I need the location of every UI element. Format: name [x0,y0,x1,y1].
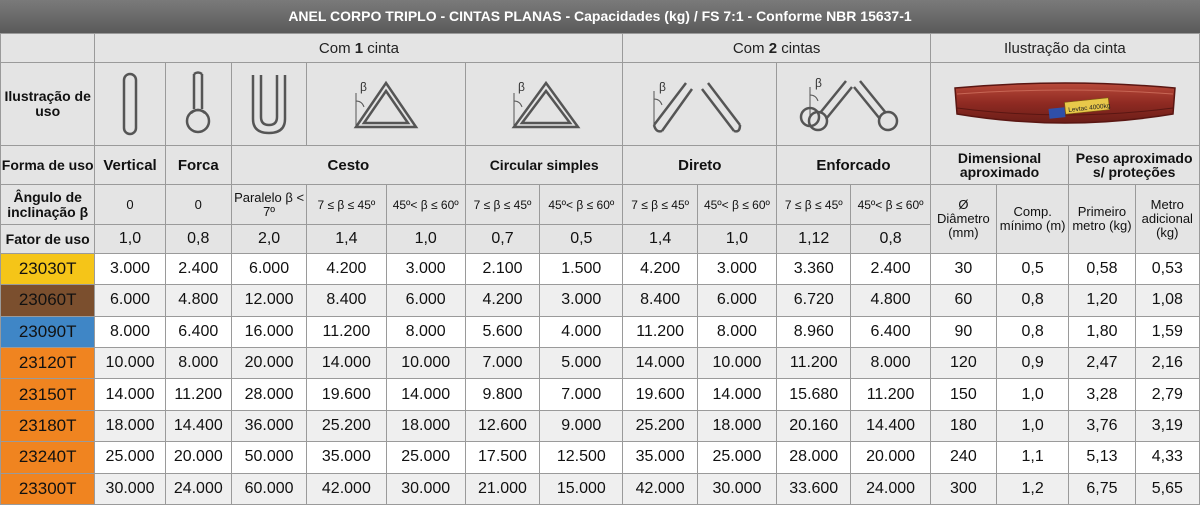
capacity-cell: 6.400 [165,316,231,347]
capacity-cell: 4.800 [851,285,930,316]
table-row [1,316,1200,347]
capacity-cell: 6.400 [851,316,930,347]
capacity-cell: 6.720 [777,285,851,316]
choked-two-straps-icon [777,63,931,146]
use-form-row [1,146,1200,184]
capacity-cell: 14.000 [623,347,697,378]
capacity-cell: 25.000 [386,442,465,473]
factor-cell: 2,0 [231,225,306,253]
capacity-cell: 16.000 [231,316,306,347]
angle-cell: Paralelo β < 7º [231,184,306,225]
capacity-cell: 12.500 [540,442,623,473]
capacity-cell: 4.200 [623,253,697,284]
group-strap-illustration: Ilustração da cinta [930,34,1199,63]
angle-cell: 45º< β ≤ 60º [697,184,776,225]
weight-first-meter-header: Primeiro metro (kg) [1069,184,1135,253]
basket-parallel-icon [231,63,306,146]
table-row [1,347,1200,378]
capacity-cell: 20.000 [165,442,231,473]
dimension-cell: 0,5 [997,253,1069,284]
capacity-cell: 14.400 [851,410,930,441]
angle-cell: 45º< β ≤ 60º [540,184,623,225]
dimension-cell: 0,53 [1135,253,1199,284]
product-code: 23120T [1,347,95,378]
capacity-cell: 7.000 [540,379,623,410]
corner-cell [1,34,95,63]
capacity-cell: 20.160 [777,410,851,441]
table-row [1,473,1200,504]
capacity-cell: 14.400 [165,410,231,441]
capacity-cell: 18.000 [95,410,165,441]
capacity-cell: 11.200 [851,379,930,410]
table-row [1,442,1200,473]
angle-cell: 7 ≤ β ≤ 45º [777,184,851,225]
capacity-table [0,33,1200,505]
row-label-illustration: Ilustração de uso [1,63,95,146]
capacity-cell: 14.000 [697,379,776,410]
product-code: 23150T [1,379,95,410]
form-forca: Forca [165,146,231,184]
capacity-cell: 18.000 [697,410,776,441]
capacity-cell: 5.000 [540,347,623,378]
table-row [1,410,1200,441]
dimension-cell: 1,08 [1135,285,1199,316]
capacity-cell: 8.400 [307,285,386,316]
dimension-cell: 1,20 [1069,285,1135,316]
svg-text:β: β [815,76,823,91]
product-code: 23060T [1,285,95,316]
factor-cell: 0,8 [165,225,231,253]
product-code: 23090T [1,316,95,347]
basket-angled-icon [307,63,466,146]
product-code: 23030T [1,253,95,284]
capacity-cell: 25.200 [307,410,386,441]
factor-cell: 0,5 [540,225,623,253]
dim-diameter-header: Ø Diâmetro (mm) [930,184,996,253]
capacity-cell: 8.000 [851,347,930,378]
dim-length-header: Comp. mínimo (m) [997,184,1069,253]
dimension-cell: 90 [930,316,996,347]
factor-cell: 1,4 [623,225,697,253]
capacity-cell: 33.600 [777,473,851,504]
capacity-cell: 8.000 [165,347,231,378]
form-cesto: Cesto [231,146,465,184]
capacity-cell: 60.000 [231,473,306,504]
dimension-cell: 1,59 [1135,316,1199,347]
angle-row [1,184,1200,225]
capacity-cell: 3.000 [540,285,623,316]
capacity-cell: 2.100 [465,253,539,284]
dimension-cell: 2,47 [1069,347,1135,378]
table-row [1,285,1200,316]
strap-label: Levtac 4000kg [1067,102,1111,115]
capacity-cell: 12.600 [465,410,539,441]
dimension-cell: 1,1 [997,442,1069,473]
capacity-cell: 17.500 [465,442,539,473]
capacity-cell: 1.500 [540,253,623,284]
dimension-cell: 3,28 [1069,379,1135,410]
form-vertical: Vertical [95,146,165,184]
capacity-cell: 35.000 [307,442,386,473]
data-rows [1,253,1200,504]
capacity-cell: 11.200 [165,379,231,410]
dimension-cell: 5,13 [1069,442,1135,473]
table-row [1,379,1200,410]
capacity-cell: 4.000 [540,316,623,347]
flat-strap-illustration [930,63,1199,146]
factor-cell: 1,0 [386,225,465,253]
capacity-cell: 8.000 [697,316,776,347]
capacity-cell: 15.680 [777,379,851,410]
capacity-cell: 4.200 [465,285,539,316]
capacity-cell: 35.000 [623,442,697,473]
capacity-cell: 6.000 [386,285,465,316]
vertical-sling-icon [95,63,165,146]
group-two-straps: Com 2 cintas [623,34,930,63]
dimension-cell: 3,76 [1069,410,1135,441]
form-dimensional: Dimensional aproximado [930,146,1069,184]
capacity-cell: 20.000 [231,347,306,378]
product-code: 23180T [1,410,95,441]
capacity-cell: 14.000 [386,379,465,410]
dimension-cell: 4,33 [1135,442,1199,473]
capacity-cell: 15.000 [540,473,623,504]
dimension-cell: 1,0 [997,410,1069,441]
dimension-cell: 180 [930,410,996,441]
capacity-cell: 3.000 [95,253,165,284]
svg-text:β: β [658,80,666,95]
capacity-cell: 8.960 [777,316,851,347]
dimension-cell: 3,19 [1135,410,1199,441]
capacity-cell: 11.200 [623,316,697,347]
capacity-cell: 21.000 [465,473,539,504]
capacity-cell: 25.200 [623,410,697,441]
form-peso: Peso aproximado s/ proteções [1069,146,1200,184]
capacity-cell: 10.000 [95,347,165,378]
capacity-cell: 14.000 [307,347,386,378]
svg-text:β: β [360,80,367,95]
capacity-cell: 19.600 [623,379,697,410]
capacity-cell: 9.800 [465,379,539,410]
capacity-cell: 4.200 [307,253,386,284]
capacity-cell: 36.000 [231,410,306,441]
dimension-cell: 1,80 [1069,316,1135,347]
angle-cell: 7 ≤ β ≤ 45º [623,184,697,225]
capacity-cell: 3.000 [386,253,465,284]
capacity-cell: 12.000 [231,285,306,316]
capacity-cell: 30.000 [697,473,776,504]
factor-cell: 0,8 [851,225,930,253]
group-one-strap: Com 1 cinta [95,34,623,63]
product-code: 23240T [1,442,95,473]
row-label-factor: Fator de uso [1,225,95,253]
capacity-cell: 28.000 [777,442,851,473]
factor-cell: 1,4 [307,225,386,253]
capacity-cell: 42.000 [307,473,386,504]
capacity-cell: 50.000 [231,442,306,473]
dimension-cell: 120 [930,347,996,378]
row-label-angle: Ângulo de inclinação β [1,184,95,225]
capacity-cell: 8.000 [386,316,465,347]
capacity-cell: 25.000 [697,442,776,473]
capacity-cell: 24.000 [851,473,930,504]
direct-two-straps-icon [623,63,777,146]
dimension-cell: 1,0 [997,379,1069,410]
capacity-cell: 11.200 [777,347,851,378]
capacity-cell: 3.000 [697,253,776,284]
dimension-cell: 6,75 [1069,473,1135,504]
dimension-cell: 2,16 [1135,347,1199,378]
factor-cell: 1,0 [697,225,776,253]
capacity-cell: 6.000 [231,253,306,284]
dimension-cell: 150 [930,379,996,410]
form-direto: Direto [623,146,777,184]
angle-cell: 0 [165,184,231,225]
capacity-cell: 25.000 [95,442,165,473]
svg-text:β: β [518,80,526,95]
weight-extra-meter-header: Metro adicional (kg) [1135,184,1199,253]
choke-sling-icon [165,63,231,146]
circular-simple-icon [465,63,623,146]
capacity-cell: 2.400 [851,253,930,284]
table-row [1,253,1200,284]
angle-cell: 7 ≤ β ≤ 45º [307,184,386,225]
capacity-cell: 19.600 [307,379,386,410]
dimension-cell: 60 [930,285,996,316]
angle-cell: 7 ≤ β ≤ 45º [465,184,539,225]
group-header-row [1,34,1200,63]
capacity-cell: 30.000 [95,473,165,504]
capacity-cell: 30.000 [386,473,465,504]
factor-cell: 1,0 [95,225,165,253]
capacity-cell: 10.000 [697,347,776,378]
capacity-cell: 6.000 [95,285,165,316]
factor-cell: 1,12 [777,225,851,253]
factor-cell: 0,7 [465,225,539,253]
product-code: 23300T [1,473,95,504]
angle-cell: 45º< β ≤ 60º [851,184,930,225]
capacity-cell: 2.400 [165,253,231,284]
capacity-cell: 42.000 [623,473,697,504]
capacity-cell: 10.000 [386,347,465,378]
capacity-cell: 3.360 [777,253,851,284]
dimension-cell: 1,2 [997,473,1069,504]
capacity-cell: 8.000 [95,316,165,347]
capacity-cell: 5.600 [465,316,539,347]
capacity-cell: 14.000 [95,379,165,410]
dimension-cell: 240 [930,442,996,473]
capacity-cell: 20.000 [851,442,930,473]
dimension-cell: 0,58 [1069,253,1135,284]
capacity-cell: 9.000 [540,410,623,441]
capacity-cell: 18.000 [386,410,465,441]
capacity-cell: 4.800 [165,285,231,316]
dimension-cell: 5,65 [1135,473,1199,504]
capacity-cell: 11.200 [307,316,386,347]
dimension-cell: 2,79 [1135,379,1199,410]
capacity-cell: 8.400 [623,285,697,316]
dimension-cell: 0,8 [997,285,1069,316]
form-circular: Circular simples [465,146,623,184]
dimension-cell: 0,9 [997,347,1069,378]
illustration-row [1,63,1200,146]
dimension-cell: 30 [930,253,996,284]
row-label-form: Forma de uso [1,146,95,184]
form-enforcado: Enforcado [777,146,931,184]
angle-cell: 0 [95,184,165,225]
capacity-cell: 28.000 [231,379,306,410]
capacity-cell: 24.000 [165,473,231,504]
table-title: ANEL CORPO TRIPLO - CINTAS PLANAS - Capacidades (kg) / FS 7:1 - Conforme NBR 15637-1 [0,0,1200,33]
capacity-cell: 7.000 [465,347,539,378]
dimension-cell: 300 [930,473,996,504]
dimension-cell: 0,8 [997,316,1069,347]
capacity-cell: 6.000 [697,285,776,316]
angle-cell: 45º< β ≤ 60º [386,184,465,225]
